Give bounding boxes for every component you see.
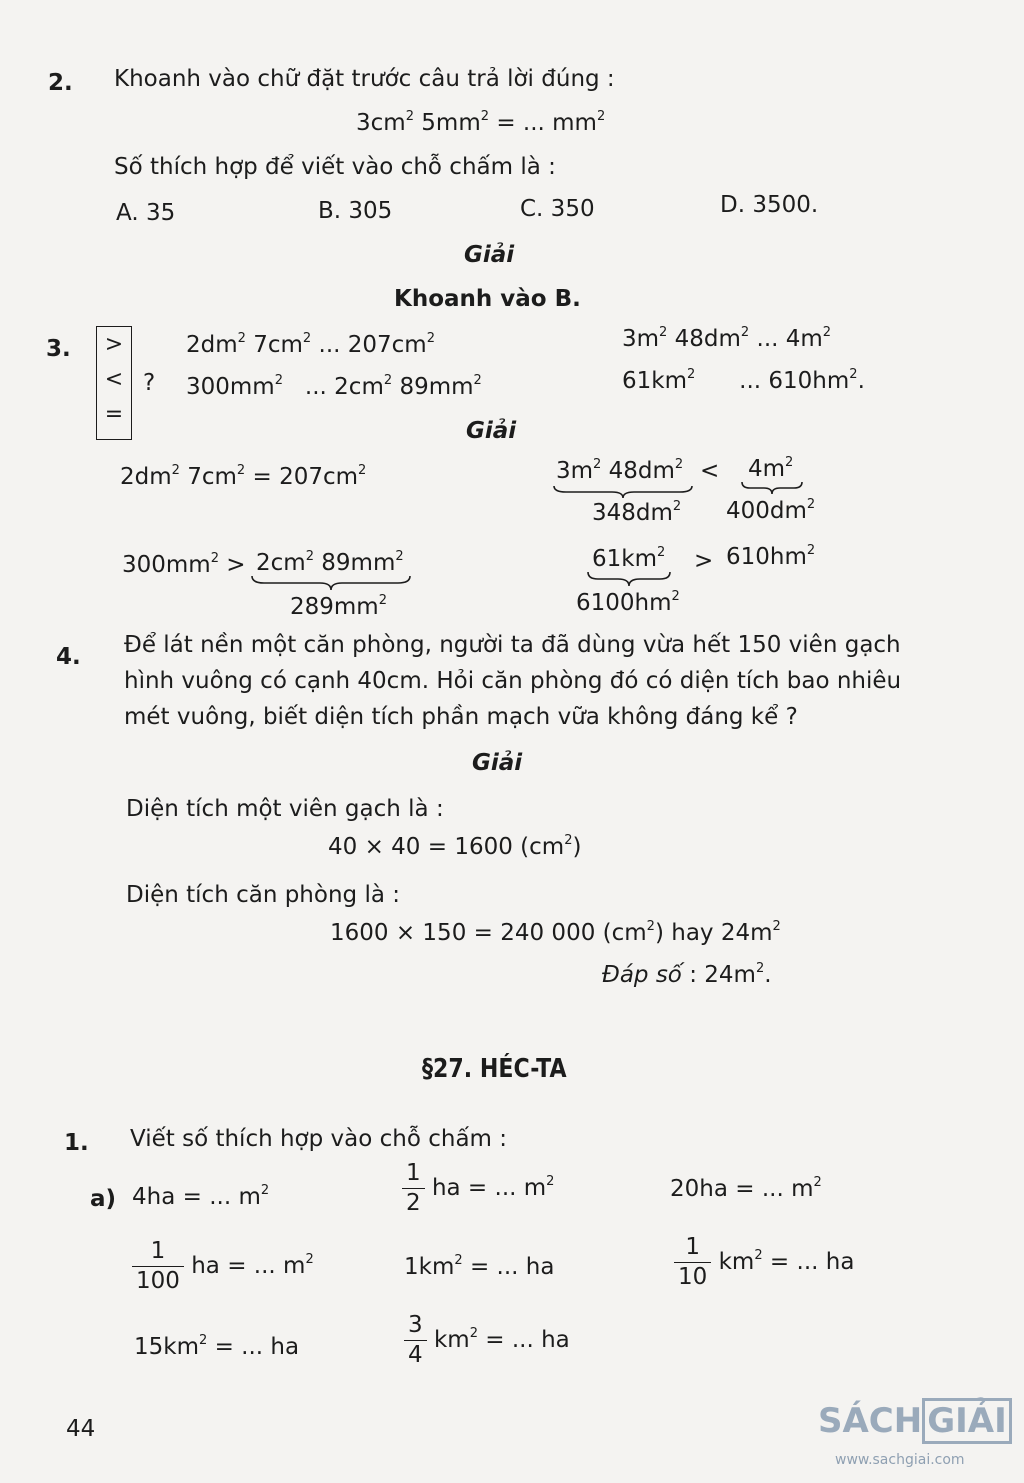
exercise-prompt: Viết số thích hợp vào chỗ chấm : [130, 1126, 508, 1152]
solution-line: Diện tích căn phòng là : [126, 882, 400, 908]
underbrace-icon [586, 570, 672, 588]
solution-3-right: $2cm^2$ $89mm^2$ [256, 549, 404, 576]
solution-4-operator: > [694, 548, 714, 574]
sign-box [96, 326, 132, 440]
option-b: B. 305 [318, 198, 393, 224]
underbrace-icon [740, 480, 804, 496]
calculation: 40 × 40 = 1600 $(cm^2)$ [328, 833, 582, 860]
equal-sign: = [104, 402, 124, 427]
solution-heading: Giải [464, 242, 515, 268]
solution-4-right: $610hm^2$ [726, 543, 816, 570]
option-d: D. 3500. [720, 192, 819, 218]
solution-4-left: $61km^2$ [592, 545, 666, 572]
solution-2-right-converted: $400dm^2$ [726, 497, 816, 524]
solution-4-left-converted: $6100hm^2$ [576, 589, 680, 616]
exercise-number: 4. [56, 644, 81, 670]
solution-2-operator: < [700, 458, 720, 484]
solution-2-right: $4m^2$ [748, 455, 794, 482]
exercise-text-line: hình vuông có cạnh 40cm. Hỏi căn phòng đó có diện tích bao nhiêu [124, 668, 902, 694]
solution-heading: Giải [466, 418, 517, 444]
conversion-item: $15km^2$ = ... ha [134, 1333, 300, 1360]
conversion-item: $\frac{3}{4}$ $km^2$ = ... ha [404, 1314, 570, 1367]
underbrace-icon [552, 484, 694, 500]
conversion-item: $\frac{1}{10}$ $km^2$ = ... ha [674, 1236, 854, 1289]
option-c: C. 350 [520, 196, 595, 222]
solution-3-left: $300mm^2$ > [122, 551, 246, 578]
conversion-item: 4ha = ... $m^2$ [132, 1183, 270, 1210]
exercise-prompt-2: Số thích hợp để viết vào chỗ chấm là : [114, 154, 556, 180]
exercise-number: 1. [64, 1130, 89, 1156]
option-a: A. 35 [116, 200, 176, 226]
conversion-item: 20ha = ... $m^2$ [670, 1175, 822, 1202]
question-mark: ? [143, 370, 156, 396]
equation: $3cm^2$ $5mm^2$ = ... $mm^2$ [356, 109, 606, 136]
answer: Khoanh vào B. [394, 286, 581, 312]
problem-3: $300mm^2$ ... $2cm^2$ $89mm^2$ [186, 373, 482, 400]
final-answer: Đáp số : $24m^2$. [602, 961, 772, 988]
problem-4: $61km^2$ ... $610hm^2$. [622, 367, 865, 394]
exercise-number: 2. [48, 70, 73, 96]
conversion-item: $1km^2$ = ... ha [404, 1253, 555, 1280]
solution-heading: Giải [472, 750, 523, 776]
solution-1: $2dm^2$ $7cm^2 = 207cm^2$ [120, 463, 367, 490]
exercise-text-line: mét vuông, biết diện tích phần mạch vữa không đáng kể ? [124, 704, 798, 730]
part-label: a) [90, 1186, 117, 1212]
watermark-url: www.sachgiai.com [835, 1452, 965, 1468]
solution-line: Diện tích một viên gạch là : [126, 796, 444, 822]
page-number: 44 [66, 1416, 96, 1442]
problem-1: $2dm^2$ $7cm^2$ ... $207cm^2$ [186, 331, 435, 358]
section-title: §27. HÉC-TA [422, 1054, 567, 1084]
underbrace-icon [250, 574, 412, 592]
conversion-item: $\frac{1}{2}$ ha = ... $m^2$ [402, 1162, 554, 1215]
problem-2: $3m^2$ $48dm^2$ ... $4m^2$ [622, 325, 832, 352]
solution-3-right-converted: $289mm^2$ [290, 593, 387, 620]
less-sign: < [104, 367, 124, 392]
solution-2-left: $3m^2$ $48dm^2$ [556, 457, 684, 484]
watermark-logo: SÁCH GIẢI [818, 1398, 1012, 1444]
exercise-text-line: Để lát nền một căn phòng, người ta đã dùng vừa hết 150 viên gạch [124, 632, 901, 658]
solution-2-left-converted: $348dm^2$ [592, 499, 682, 526]
conversion-item: $\frac{1}{100}$ ha = ... $m^2$ [132, 1240, 314, 1293]
calculation: 1600 × 150 = 240 000 $(cm^2)$ hay $24m^2$ [330, 919, 781, 946]
exercise-number: 3. [46, 336, 71, 362]
greater-sign: > [104, 332, 124, 357]
exercise-prompt: Khoanh vào chữ đặt trước câu trả lời đúng : [114, 66, 615, 92]
